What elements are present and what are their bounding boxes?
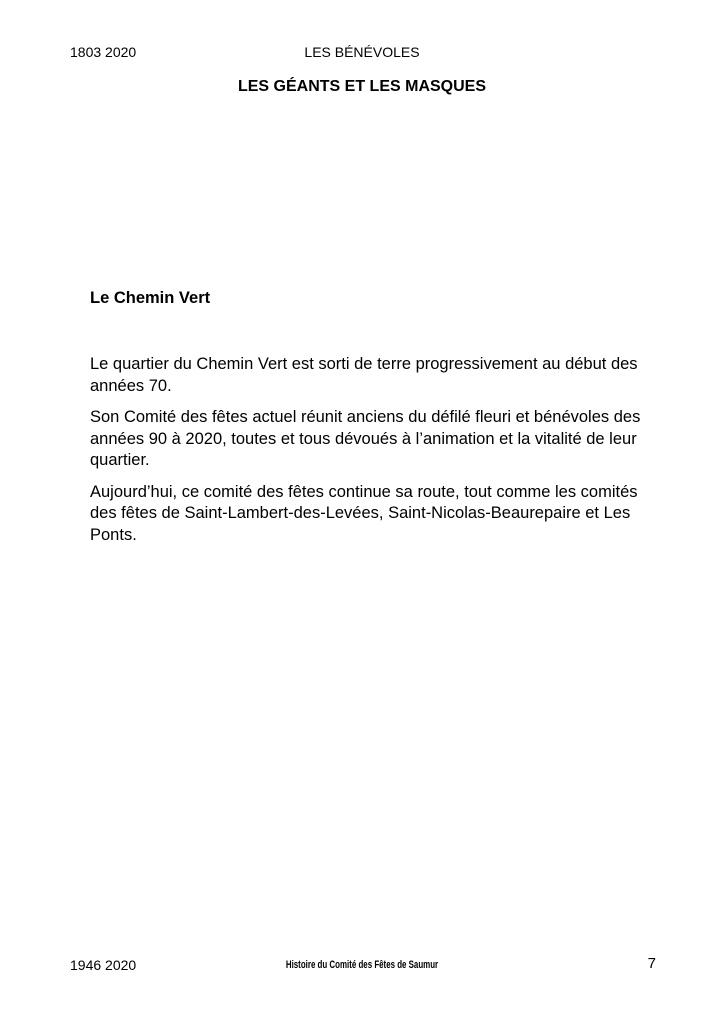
section-body	[90, 354, 650, 556]
footer-book-title: Histoire du Comité des Fêtes de Saumur	[285, 959, 439, 971]
header-date-range: 1803 2020	[70, 44, 137, 60]
paragraph: Son Comité des fêtes actuel réunit anciens du défilé fleuri et bénévoles des années 90 à 2020, toutes et tous dévoués à l’animation et la vitalité de leur quartier.	[90, 408, 641, 469]
page-number: 7	[647, 955, 656, 972]
header-chapter: LES BÉNÉVOLES	[304, 44, 420, 60]
footer-date-range: 1946 2020	[70, 957, 137, 973]
paragraph: Le quartier du Chemin Vert est sorti de terre progressivement au début des années 70.	[90, 355, 638, 395]
page-title: LES GÉANTS ET LES MASQUES	[237, 78, 487, 95]
section-heading: Le Chemin Vert	[90, 289, 211, 307]
paragraph: Aujourd’hui, ce comité des fêtes continue sa route, tout comme les comités des fêtes de Saint-Lambert-des-Levées, Saint-Nicolas-Beaurepaire et Les Ponts.	[90, 482, 638, 544]
